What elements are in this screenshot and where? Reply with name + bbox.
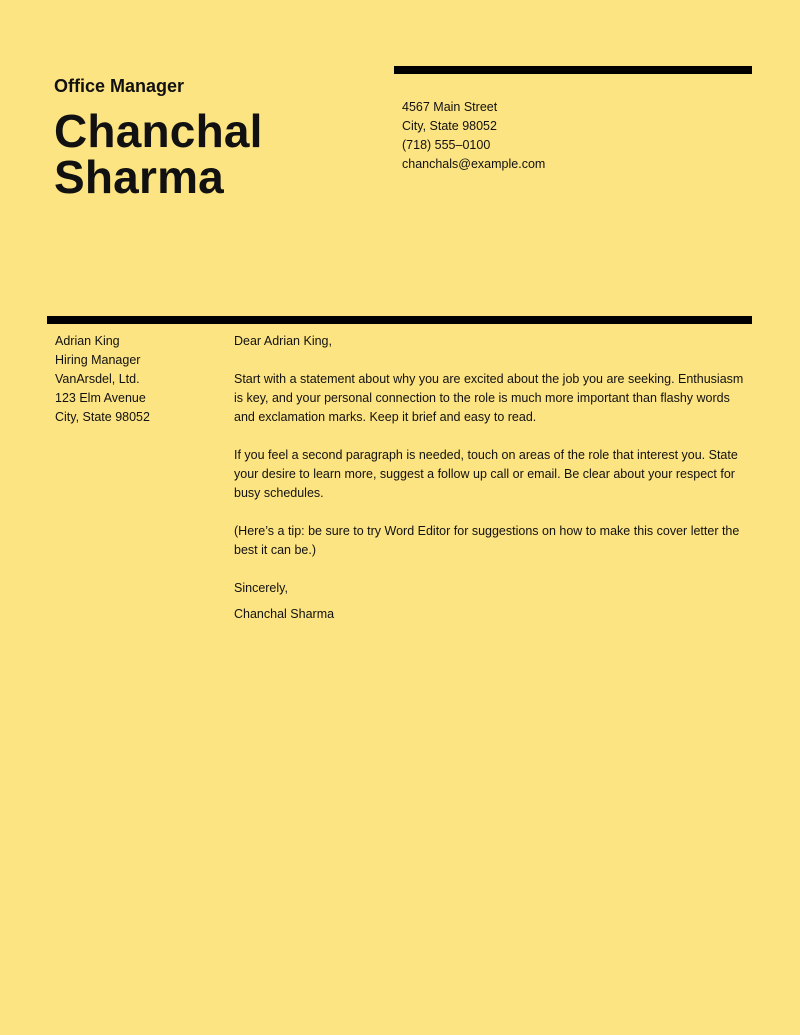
sender-city-state: City, State 98052 [402, 119, 497, 133]
letter-paragraph-1: Start with a statement about why you are excited about the job you are seeking. Enthusiasm is key, and your personal connection to the role is much more important than flashy words and exclamation marks. Keep it brief and easy to read. [234, 372, 744, 424]
salutation: Dear Adrian King, [234, 334, 332, 348]
letter-paragraph-3: (Here’s a tip: be sure to try Word Editor for suggestions on how to make this cover letter the best it can be.) [234, 524, 740, 557]
sender-contact-block [402, 98, 545, 174]
applicant-first-name: Chanchal [54, 105, 263, 157]
sender-street: 4567 Main Street [402, 100, 498, 114]
recipient-block [55, 332, 150, 427]
applicant-name [54, 105, 263, 203]
sender-phone: (718) 555–0100 [402, 138, 491, 152]
letter-paragraph-2: If you feel a second paragraph is needed, touch on areas of the role that interest you. State your desire to learn more, suggest a follow up call or email. Be clear about your respect for busy schedules. [234, 448, 738, 500]
recipient-city-state: City, State 98052 [55, 410, 150, 424]
body-divider-rule [47, 316, 752, 324]
header-divider-rule [394, 66, 752, 74]
recipient-name: Adrian King [55, 334, 120, 348]
closing: Sincerely, [234, 581, 288, 595]
applicant-last-name: Sharma [54, 151, 224, 203]
recipient-company: VanArsdel, Ltd. [55, 372, 140, 386]
sender-email: chanchals@example.com [402, 157, 546, 171]
job-title: Office Manager [54, 76, 185, 96]
recipient-street: 123 Elm Avenue [55, 391, 146, 405]
letter-body [234, 332, 750, 643]
signature: Chanchal Sharma [234, 607, 335, 621]
recipient-title: Hiring Manager [55, 353, 141, 367]
